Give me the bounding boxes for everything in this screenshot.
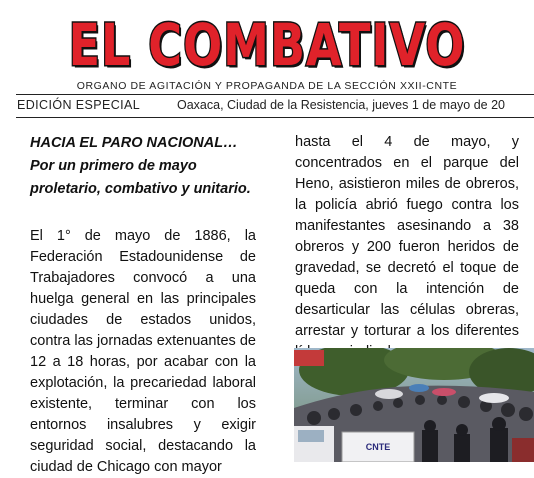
- masthead: [68, 11, 466, 79]
- newspaper-title: EL COMBATIVO: [68, 11, 466, 79]
- header-rule-bottom: [16, 117, 534, 118]
- article-column-left: [30, 132, 256, 478]
- article-paragraph-left: El 1° de mayo de 1886, la Federación Estadounidense de Trabajadores convocó a una huelga general en las principales ciudades de estados unidos, contra las jornadas extenuantes de 12 a 18 horas, por acabar con la explotación, la precariedad laboral existente, terminar con los entornos insalubres y exigir seguridad social, destacando la ciudad de Chicago con mayor: [30, 228, 256, 475]
- newspaper-subtitle: ORGANO DE AGITACIÓN Y PROPAGANDA DE LA SECCIÓN XXII-CNTE: [76, 80, 458, 92]
- article-paragraph-right: hasta el 4 de mayo, y concentrados en el parque del Heno, asistieron miles de obreros, la policía abrió fuego contra los manifestantes asesinando a 38 obreros y 200 fueron heridos de gravedad, se decretó el toque de queda con la intención de desarticular las células obreras, arrestar y torturar a los diferentes: [295, 134, 519, 339]
- header-rule-top: [16, 94, 534, 95]
- edition-label: EDICIÓN ESPECIAL: [17, 98, 141, 112]
- article-headline: Por un primero de mayo proletario, combativo y unitario.: [30, 158, 251, 197]
- banner-text: CNTE: [365, 442, 391, 452]
- dateline: Oaxaca, Ciudad de la Resistencia, jueves 1 de mayo de 20: [177, 98, 505, 112]
- article-heading: [30, 132, 256, 201]
- article-kicker: HACIA EL PARO NACIONAL…: [30, 135, 238, 151]
- march-photo: [294, 348, 534, 462]
- article-column-right: [295, 132, 519, 363]
- march-photo-image: [294, 348, 534, 462]
